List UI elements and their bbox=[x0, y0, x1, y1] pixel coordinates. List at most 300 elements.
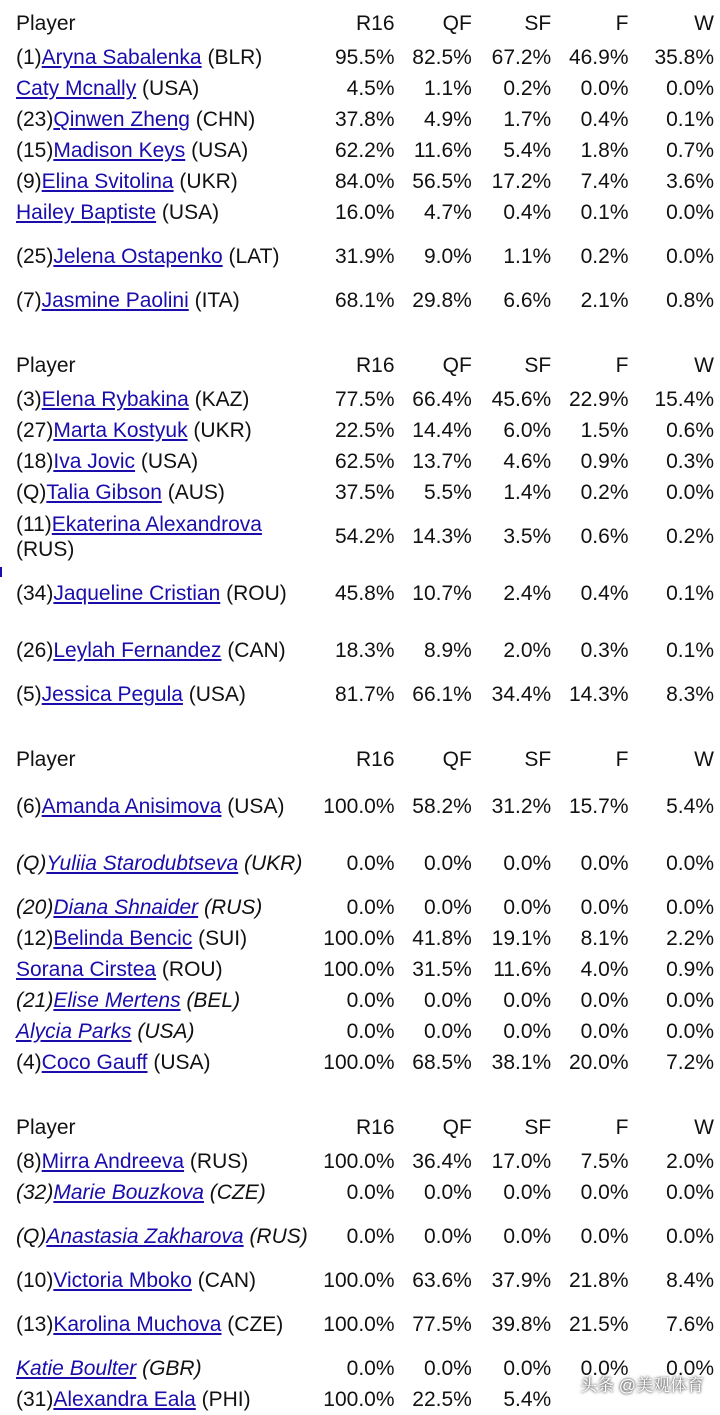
player-cell bbox=[14, 135, 315, 166]
player-link[interactable]: Elise Mertens bbox=[53, 989, 181, 1012]
probability-w: 0.2% bbox=[666, 525, 714, 548]
probability-f: 46.9% bbox=[568, 46, 629, 69]
probability-r16: 100.0% bbox=[323, 1150, 395, 1173]
table-row bbox=[14, 954, 714, 985]
player-cell bbox=[14, 104, 315, 135]
seed-label: (6) bbox=[16, 795, 42, 818]
player-link[interactable]: Victoria Mboko bbox=[53, 1269, 192, 1292]
probability-sf: 6.6% bbox=[503, 289, 552, 312]
column-header-player: Player bbox=[16, 353, 76, 377]
country-code: (GBR) bbox=[136, 1357, 202, 1380]
probability-w: 7.6% bbox=[666, 1313, 714, 1336]
table-row bbox=[14, 104, 714, 135]
probability-f: 0.2% bbox=[580, 481, 629, 504]
column-header-w: W bbox=[694, 11, 714, 35]
seed-label: (8) bbox=[16, 1150, 42, 1173]
country-code: (USA) bbox=[136, 77, 200, 100]
player-link[interactable]: Qinwen Zheng bbox=[53, 108, 190, 131]
probability-r16: 45.8% bbox=[334, 582, 395, 605]
table-row bbox=[14, 835, 714, 892]
player-link[interactable]: Alexandra Eala bbox=[53, 1388, 196, 1411]
probability-sf: 3.5% bbox=[503, 525, 552, 548]
player-link[interactable]: Jessica Pegula bbox=[41, 683, 183, 706]
column-header-player: Player bbox=[16, 1115, 76, 1139]
probability-qf: 1.1% bbox=[423, 77, 472, 100]
probability-f: 4.0% bbox=[580, 958, 629, 981]
probability-qf: 0.0% bbox=[423, 989, 472, 1012]
country-code: (ROU) bbox=[220, 582, 287, 605]
probability-qf: 56.5% bbox=[412, 170, 472, 193]
country-code: (USA) bbox=[147, 1051, 211, 1074]
player-cell bbox=[14, 477, 315, 508]
player-link[interactable]: Leylah Fernandez bbox=[53, 639, 222, 662]
probability-f: 20.0% bbox=[568, 1051, 629, 1074]
player-link[interactable]: Anastasia Zakharova bbox=[46, 1225, 244, 1248]
column-header-sf: SF bbox=[524, 747, 552, 771]
probability-w: 5.4% bbox=[666, 795, 714, 818]
probability-qf: 14.3% bbox=[412, 525, 472, 548]
player-cell bbox=[14, 835, 315, 892]
seed-label: (Q) bbox=[16, 852, 47, 875]
player-cell bbox=[14, 384, 315, 415]
seed-label: (12) bbox=[16, 927, 54, 950]
player-link[interactable]: Talia Gibson bbox=[46, 481, 162, 504]
probability-sf: 5.4% bbox=[503, 1388, 552, 1411]
probability-r16: 100.0% bbox=[323, 1051, 395, 1074]
player-link[interactable]: Katie Boulter bbox=[16, 1357, 137, 1380]
seed-label: (Q) bbox=[16, 481, 47, 504]
table-row bbox=[14, 384, 714, 415]
probability-qf: 13.7% bbox=[412, 450, 472, 473]
probability-r16: 0.0% bbox=[346, 1181, 395, 1204]
probability-f: 0.0% bbox=[580, 1181, 629, 1204]
probability-f: 0.9% bbox=[580, 450, 629, 473]
probability-sf: 0.0% bbox=[503, 896, 552, 919]
seed-label: (15) bbox=[16, 139, 54, 162]
probability-f: 21.5% bbox=[568, 1313, 629, 1336]
probability-qf: 0.0% bbox=[423, 852, 472, 875]
player-link[interactable]: Marta Kostyuk bbox=[53, 419, 188, 442]
probability-qf: 0.0% bbox=[423, 1225, 472, 1248]
column-header-w: W bbox=[694, 353, 714, 377]
column-header-qf: QF bbox=[442, 747, 472, 771]
seed-label: (31) bbox=[16, 1388, 54, 1411]
table-row bbox=[14, 1047, 714, 1078]
probability-r16: 62.5% bbox=[334, 450, 395, 473]
player-link[interactable]: Elena Rybakina bbox=[41, 388, 189, 411]
player-cell bbox=[14, 1016, 315, 1047]
player-link[interactable]: Belinda Bencic bbox=[53, 927, 193, 950]
player-link[interactable]: Alycia Parks bbox=[16, 1020, 132, 1043]
probability-sf: 6.0% bbox=[503, 419, 552, 442]
probability-w: 2.0% bbox=[666, 1150, 714, 1173]
probability-r16: 0.0% bbox=[346, 989, 395, 1012]
probability-f: 1.5% bbox=[580, 419, 629, 442]
country-code: (LAT) bbox=[222, 245, 280, 268]
player-cell bbox=[14, 1177, 315, 1208]
probability-w: 0.0% bbox=[666, 481, 714, 504]
player-link[interactable]: Mirra Andreeva bbox=[41, 1150, 185, 1173]
seed-label: (34) bbox=[16, 582, 54, 605]
country-code: (AUS) bbox=[161, 481, 225, 504]
column-header-sf: SF bbox=[524, 11, 552, 35]
country-code: (USA) bbox=[156, 201, 220, 224]
probability-w: 0.6% bbox=[666, 419, 714, 442]
column-header-w: W bbox=[694, 1115, 714, 1139]
probability-f: 7.5% bbox=[580, 1150, 629, 1173]
probability-w: 0.8% bbox=[666, 289, 714, 312]
player-cell bbox=[14, 1265, 315, 1296]
probability-qf: 66.4% bbox=[412, 388, 472, 411]
country-code: (SUI) bbox=[192, 927, 248, 950]
probability-r16: 100.0% bbox=[323, 1313, 395, 1336]
probability-f: 0.2% bbox=[580, 245, 629, 268]
player-cell bbox=[14, 679, 315, 710]
table-row bbox=[14, 1208, 714, 1265]
probability-r16: 0.0% bbox=[346, 1357, 395, 1380]
probability-w: 0.9% bbox=[666, 958, 714, 981]
country-code: (RUS) bbox=[198, 896, 263, 919]
probability-qf: 63.6% bbox=[412, 1269, 472, 1292]
probability-w: 0.0% bbox=[666, 852, 714, 875]
player-cell bbox=[14, 166, 315, 197]
player-link[interactable]: Aryna Sabalenka bbox=[41, 46, 202, 69]
country-code: (RUS) bbox=[243, 1225, 308, 1248]
player-link[interactable]: Caty Mcnally bbox=[16, 77, 137, 100]
probability-sf: 17.0% bbox=[491, 1150, 552, 1173]
probability-w: 0.0% bbox=[666, 77, 714, 100]
probability-sf: 38.1% bbox=[491, 1051, 552, 1074]
edge-fragment bbox=[0, 567, 2, 577]
seed-label: (7) bbox=[16, 289, 42, 312]
player-cell bbox=[14, 1047, 315, 1078]
seed-label: (20) bbox=[16, 896, 54, 919]
country-code: (RUS) bbox=[184, 1150, 249, 1173]
probability-sf: 0.0% bbox=[503, 1020, 552, 1043]
probability-f: 22.9% bbox=[568, 388, 629, 411]
player-cell bbox=[14, 954, 315, 985]
header-row bbox=[14, 0, 714, 42]
probability-table bbox=[14, 342, 714, 710]
probability-sf: 0.0% bbox=[503, 1181, 552, 1204]
column-header-f: F bbox=[615, 747, 629, 771]
column-header-player: Player bbox=[16, 11, 76, 35]
country-code: (UKR) bbox=[238, 852, 303, 875]
probability-r16: 81.7% bbox=[334, 683, 395, 706]
country-code: (UKR) bbox=[187, 419, 252, 442]
seed-label: (18) bbox=[16, 450, 54, 473]
watermark: 头条 @美观体育 bbox=[580, 1376, 704, 1395]
player-link[interactable]: Hailey Baptiste bbox=[16, 201, 157, 224]
probability-w: 3.6% bbox=[666, 170, 714, 193]
probability-qf: 4.9% bbox=[423, 108, 472, 131]
probability-w: 7.2% bbox=[666, 1051, 714, 1074]
column-header-sf: SF bbox=[524, 353, 552, 377]
seed-label: (26) bbox=[16, 639, 54, 662]
column-header-r16: R16 bbox=[355, 1115, 395, 1139]
probability-sf: 4.6% bbox=[503, 450, 552, 473]
player-cell bbox=[14, 778, 315, 835]
player-link[interactable]: Elina Svitolina bbox=[41, 170, 174, 193]
table-row bbox=[14, 778, 714, 835]
country-code: (PHI) bbox=[195, 1388, 251, 1411]
probability-sf: 0.4% bbox=[503, 201, 552, 224]
probability-sf: 1.4% bbox=[503, 481, 552, 504]
player-cell bbox=[14, 285, 315, 316]
probability-r16: 0.0% bbox=[346, 852, 395, 875]
player-cell bbox=[14, 508, 315, 565]
player-link[interactable]: Jaqueline Cristian bbox=[53, 582, 221, 605]
probability-r16: 0.0% bbox=[346, 1225, 395, 1248]
probability-qf: 36.4% bbox=[412, 1150, 472, 1173]
probability-w: 0.0% bbox=[666, 201, 714, 224]
player-link[interactable]: Diana Shnaider bbox=[53, 896, 199, 919]
probability-r16: 68.1% bbox=[334, 289, 395, 312]
seed-label: (13) bbox=[16, 1313, 54, 1336]
probability-f: 0.4% bbox=[580, 582, 629, 605]
player-cell bbox=[14, 565, 315, 622]
player-link[interactable]: Sorana Cirstea bbox=[16, 958, 157, 981]
column-header-qf: QF bbox=[442, 1115, 472, 1139]
probability-f: 14.3% bbox=[568, 683, 629, 706]
player-link[interactable]: Coco Gauff bbox=[41, 1051, 148, 1074]
probability-w: 35.8% bbox=[654, 46, 714, 69]
column-header-f: F bbox=[615, 11, 629, 35]
probability-w: 0.0% bbox=[666, 1181, 714, 1204]
country-code: (USA) bbox=[182, 683, 246, 706]
table-row bbox=[14, 923, 714, 954]
probability-sf: 0.2% bbox=[503, 77, 552, 100]
column-header-sf: SF bbox=[524, 1115, 552, 1139]
probability-f: 15.7% bbox=[568, 795, 629, 818]
probability-sf: 0.0% bbox=[503, 989, 552, 1012]
player-cell bbox=[14, 1208, 315, 1265]
column-header-qf: QF bbox=[442, 11, 472, 35]
probability-table bbox=[14, 1104, 714, 1415]
column-header-w: W bbox=[694, 747, 714, 771]
probability-sf: 1.1% bbox=[503, 245, 552, 268]
country-code: (ROU) bbox=[156, 958, 223, 981]
table-row bbox=[14, 565, 714, 622]
player-cell bbox=[14, 446, 315, 477]
probability-qf: 10.7% bbox=[412, 582, 472, 605]
country-code: (CZE) bbox=[203, 1181, 266, 1204]
probability-w: 15.4% bbox=[654, 388, 714, 411]
probability-r16: 22.5% bbox=[334, 419, 395, 442]
player-link[interactable]: Karolina Muchova bbox=[53, 1313, 222, 1336]
probability-r16: 100.0% bbox=[323, 1388, 395, 1411]
country-code: (UKR) bbox=[173, 170, 238, 193]
probability-table bbox=[14, 736, 714, 1078]
probability-r16: 100.0% bbox=[323, 927, 395, 950]
player-link[interactable]: Jelena Ostapenko bbox=[53, 245, 223, 268]
probability-qf: 77.5% bbox=[412, 1313, 472, 1336]
probability-r16: 18.3% bbox=[334, 639, 395, 662]
seed-label: (Q) bbox=[16, 1225, 47, 1248]
seed-label: (21) bbox=[16, 989, 54, 1012]
player-link[interactable]: Madison Keys bbox=[53, 139, 186, 162]
table-row bbox=[14, 166, 714, 197]
player-link[interactable]: Yuliia Starodubtseva bbox=[46, 852, 239, 875]
table-row bbox=[14, 197, 714, 228]
probability-f: 0.6% bbox=[580, 525, 629, 548]
probability-sf: 0.0% bbox=[503, 852, 552, 875]
probability-qf: 68.5% bbox=[412, 1051, 472, 1074]
player-link[interactable]: Iva Jovic bbox=[53, 450, 136, 473]
probability-r16: 16.0% bbox=[334, 201, 395, 224]
probability-w: 0.3% bbox=[666, 450, 714, 473]
country-code: (CHN) bbox=[189, 108, 256, 131]
seed-label: (4) bbox=[16, 1051, 42, 1074]
probability-w: 8.4% bbox=[666, 1269, 714, 1292]
probability-w: 0.0% bbox=[666, 1225, 714, 1248]
probability-r16: 37.8% bbox=[334, 108, 395, 131]
country-code: (USA) bbox=[185, 139, 249, 162]
probability-r16: 0.0% bbox=[346, 1020, 395, 1043]
probability-f: 0.4% bbox=[580, 108, 629, 131]
seed-label: (25) bbox=[16, 245, 54, 268]
table-spacer bbox=[0, 710, 720, 736]
probability-qf: 0.0% bbox=[423, 1357, 472, 1380]
country-code: (USA) bbox=[135, 450, 199, 473]
probability-w: 8.3% bbox=[666, 683, 714, 706]
probability-qf: 5.5% bbox=[423, 481, 472, 504]
probability-sf: 1.7% bbox=[503, 108, 552, 131]
seed-label: (11) bbox=[16, 512, 52, 536]
player-link[interactable]: Jasmine Paolini bbox=[41, 289, 189, 312]
player-cell bbox=[14, 985, 315, 1016]
probability-r16: 62.2% bbox=[334, 139, 395, 162]
player-cell bbox=[14, 892, 315, 923]
probability-sf: 67.2% bbox=[491, 46, 552, 69]
table-row bbox=[14, 1177, 714, 1208]
player-cell bbox=[14, 73, 315, 104]
probability-sf: 37.9% bbox=[491, 1269, 552, 1292]
probability-r16: 4.5% bbox=[346, 77, 395, 100]
header-row bbox=[14, 342, 714, 384]
probability-f: 0.1% bbox=[580, 201, 629, 224]
column-header-r16: R16 bbox=[355, 353, 395, 377]
probability-f: 0.0% bbox=[580, 1357, 629, 1380]
probability-sf: 0.0% bbox=[503, 1225, 552, 1248]
probability-w: 0.1% bbox=[666, 108, 714, 131]
probability-qf: 8.9% bbox=[423, 639, 472, 662]
probability-w: 0.7% bbox=[666, 139, 714, 162]
country-code: (BEL) bbox=[180, 989, 241, 1012]
probability-w: 0.1% bbox=[666, 639, 714, 662]
probability-r16: 84.0% bbox=[334, 170, 395, 193]
table-row bbox=[14, 73, 714, 104]
probability-sf: 11.6% bbox=[493, 958, 552, 981]
probability-w: 0.1% bbox=[666, 582, 714, 605]
probability-table bbox=[14, 0, 714, 316]
probability-qf: 82.5% bbox=[412, 46, 472, 69]
probability-qf: 14.4% bbox=[412, 419, 472, 442]
probability-sf: 2.0% bbox=[503, 639, 552, 662]
seed-label: (32) bbox=[16, 1181, 54, 1204]
player-cell bbox=[14, 622, 315, 679]
probability-r16: 100.0% bbox=[323, 1269, 395, 1292]
table-row bbox=[14, 228, 714, 285]
table-row bbox=[14, 508, 714, 565]
column-header-f: F bbox=[615, 1115, 629, 1139]
table-row bbox=[14, 415, 714, 446]
player-link[interactable]: Amanda Anisimova bbox=[41, 795, 222, 818]
probability-r16: 95.5% bbox=[334, 46, 395, 69]
probability-f: 0.0% bbox=[580, 77, 629, 100]
probability-qf: 58.2% bbox=[412, 795, 472, 818]
probability-sf: 17.2% bbox=[491, 170, 552, 193]
seed-label: (27) bbox=[16, 419, 54, 442]
probability-f: 0.3% bbox=[580, 639, 629, 662]
probability-f: 0.0% bbox=[580, 896, 629, 919]
country-code: (KAZ) bbox=[188, 388, 250, 411]
probability-sf: 2.4% bbox=[503, 582, 552, 605]
probability-f: 0.0% bbox=[580, 852, 629, 875]
country-code: (CAN) bbox=[191, 1269, 257, 1292]
table-row bbox=[14, 892, 714, 923]
probability-f: 2.1% bbox=[580, 289, 629, 312]
probability-w: 0.0% bbox=[666, 1357, 714, 1380]
probability-f: 8.1% bbox=[580, 927, 629, 950]
table-spacer bbox=[0, 316, 720, 342]
probability-qf: 0.0% bbox=[423, 1020, 472, 1043]
probability-sf: 45.6% bbox=[491, 388, 552, 411]
player-cell bbox=[14, 1146, 315, 1177]
probability-w: 0.0% bbox=[666, 245, 714, 268]
probability-r16: 31.9% bbox=[334, 245, 395, 268]
table-row bbox=[14, 622, 714, 679]
probability-f: 21.8% bbox=[568, 1269, 629, 1292]
table-row bbox=[14, 1296, 714, 1353]
table-row bbox=[14, 135, 714, 166]
probability-r16: 37.5% bbox=[334, 481, 395, 504]
seed-label: (23) bbox=[16, 108, 54, 131]
seed-label: (3) bbox=[16, 388, 42, 411]
player-cell bbox=[14, 415, 315, 446]
player-cell bbox=[14, 197, 315, 228]
probability-w: 0.0% bbox=[666, 1020, 714, 1043]
probability-f: 0.0% bbox=[580, 1225, 629, 1248]
column-header-player: Player bbox=[16, 747, 76, 771]
probability-r16: 54.2% bbox=[334, 525, 395, 548]
probability-sf: 19.1% bbox=[491, 927, 552, 950]
probability-qf: 22.5% bbox=[412, 1388, 472, 1411]
table-row bbox=[14, 1146, 714, 1177]
probability-qf: 29.8% bbox=[412, 289, 472, 312]
probability-sf: 0.0% bbox=[503, 1357, 552, 1380]
player-cell bbox=[14, 42, 315, 73]
table-row bbox=[14, 985, 714, 1016]
column-header-r16: R16 bbox=[355, 747, 395, 771]
player-link[interactable]: Ekaterina Alexandrova bbox=[51, 512, 262, 536]
probability-f: 7.4% bbox=[580, 170, 629, 193]
probability-sf: 5.4% bbox=[503, 139, 552, 162]
player-cell bbox=[14, 1296, 315, 1353]
probability-qf: 41.8% bbox=[412, 927, 472, 950]
probability-sf: 39.8% bbox=[491, 1313, 552, 1336]
country-code: (CAN) bbox=[221, 639, 286, 662]
table-row bbox=[14, 477, 714, 508]
player-cell bbox=[14, 1384, 315, 1415]
table-spacer bbox=[0, 1078, 720, 1104]
seed-label: (9) bbox=[16, 170, 42, 193]
country-code: (CZE) bbox=[221, 1313, 284, 1336]
seed-label: (1) bbox=[16, 46, 42, 69]
player-link[interactable]: Marie Bouzkova bbox=[53, 1181, 204, 1204]
seed-label: (10) bbox=[16, 1269, 54, 1292]
player-cell bbox=[14, 228, 315, 285]
